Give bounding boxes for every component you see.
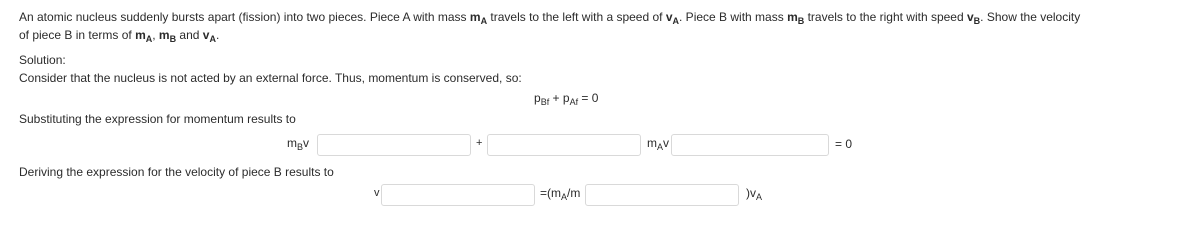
symbol-subscript: B bbox=[797, 16, 805, 26]
symbol-base: m bbox=[287, 136, 297, 150]
velocity-a-label bbox=[746, 186, 762, 200]
symbol-base: m bbox=[135, 28, 146, 42]
momentum-symbol: p bbox=[534, 91, 541, 105]
speed-b-symbol bbox=[967, 10, 980, 24]
problem-statement-line-2 bbox=[19, 28, 219, 42]
speed-a-symbol bbox=[203, 28, 216, 42]
mass-a-symbol bbox=[135, 28, 152, 42]
problem-text: travels to the left with a speed of bbox=[487, 10, 666, 24]
momentum-subscript: Bf bbox=[540, 97, 550, 107]
mass-b-symbol bbox=[159, 28, 176, 42]
problem-text: . Piece B with mass bbox=[679, 10, 788, 24]
symbol-base: m bbox=[469, 10, 481, 24]
ratio-tail: /m bbox=[567, 186, 581, 200]
problem-text: An atomic nucleus suddenly bursts apart (fission) into two pieces. Piece A with mass bbox=[19, 10, 470, 24]
symbol-subscript: B bbox=[297, 142, 304, 152]
momentum-subscript: Af bbox=[569, 97, 579, 107]
symbol-tail: v bbox=[303, 136, 310, 150]
velocity-label: v bbox=[374, 187, 380, 199]
ratio-text: =(m bbox=[540, 186, 561, 200]
symbol-subscript: B bbox=[973, 16, 981, 26]
symbol-base: v bbox=[665, 10, 673, 24]
separator: , bbox=[152, 28, 156, 42]
symbol-base: m bbox=[787, 10, 798, 24]
symbol-subscript: A bbox=[657, 142, 664, 152]
symbol-subscript: A bbox=[145, 34, 153, 44]
problem-text: . Show the velocity bbox=[980, 10, 1081, 24]
mass-a-velocity-label bbox=[647, 136, 669, 150]
mass-b-symbol bbox=[787, 10, 804, 24]
conjunction: and bbox=[176, 28, 203, 42]
speed-a-symbol bbox=[666, 10, 679, 24]
symbol-subscript: A bbox=[209, 34, 216, 44]
symbol-subscript: A bbox=[561, 192, 568, 202]
mass-subscript-input[interactable] bbox=[585, 184, 739, 206]
equals-zero: = 0 bbox=[835, 137, 853, 151]
term-b-input[interactable] bbox=[317, 134, 471, 156]
momentum-equation bbox=[534, 91, 598, 105]
symbol-base: v bbox=[966, 10, 974, 24]
velocity-b-subscript-input[interactable] bbox=[381, 184, 535, 206]
closing-text: )v bbox=[746, 186, 756, 200]
symbol-base: m bbox=[158, 28, 170, 42]
symbol-subscript: A bbox=[480, 16, 488, 26]
period: . bbox=[215, 28, 220, 42]
problem-statement-line-1 bbox=[19, 10, 1080, 24]
mass-a-symbol bbox=[470, 10, 487, 24]
mass-b-velocity-label bbox=[287, 136, 309, 150]
conservation-text: Consider that the nucleus is not acted by an external force. Thus, momentum is conserved, so: bbox=[19, 71, 522, 85]
substituting-text: Substituting the expression for momentum results to bbox=[19, 112, 296, 126]
symbol-subscript: A bbox=[672, 16, 680, 26]
equals-zero: = 0 bbox=[578, 91, 599, 105]
mass-ratio-label bbox=[540, 186, 580, 200]
term-a-coefficient-input[interactable] bbox=[487, 134, 641, 156]
plus-sign: + bbox=[549, 91, 563, 105]
symbol-subscript: A bbox=[756, 192, 763, 202]
symbol-base: v bbox=[202, 28, 210, 42]
problem-text: of piece B in terms of bbox=[19, 28, 136, 42]
momentum-symbol: p bbox=[562, 91, 570, 105]
symbol-subscript: B bbox=[169, 34, 177, 44]
problem-text: travels to the right with speed bbox=[804, 10, 967, 24]
symbol-base: m bbox=[647, 136, 657, 150]
solution-heading: Solution: bbox=[19, 53, 66, 67]
symbol-tail: v bbox=[663, 136, 670, 150]
term-a-input[interactable] bbox=[671, 134, 829, 156]
plus-sign: + bbox=[476, 137, 483, 149]
deriving-text: Deriving the expression for the velocity of piece B results to bbox=[19, 165, 334, 179]
